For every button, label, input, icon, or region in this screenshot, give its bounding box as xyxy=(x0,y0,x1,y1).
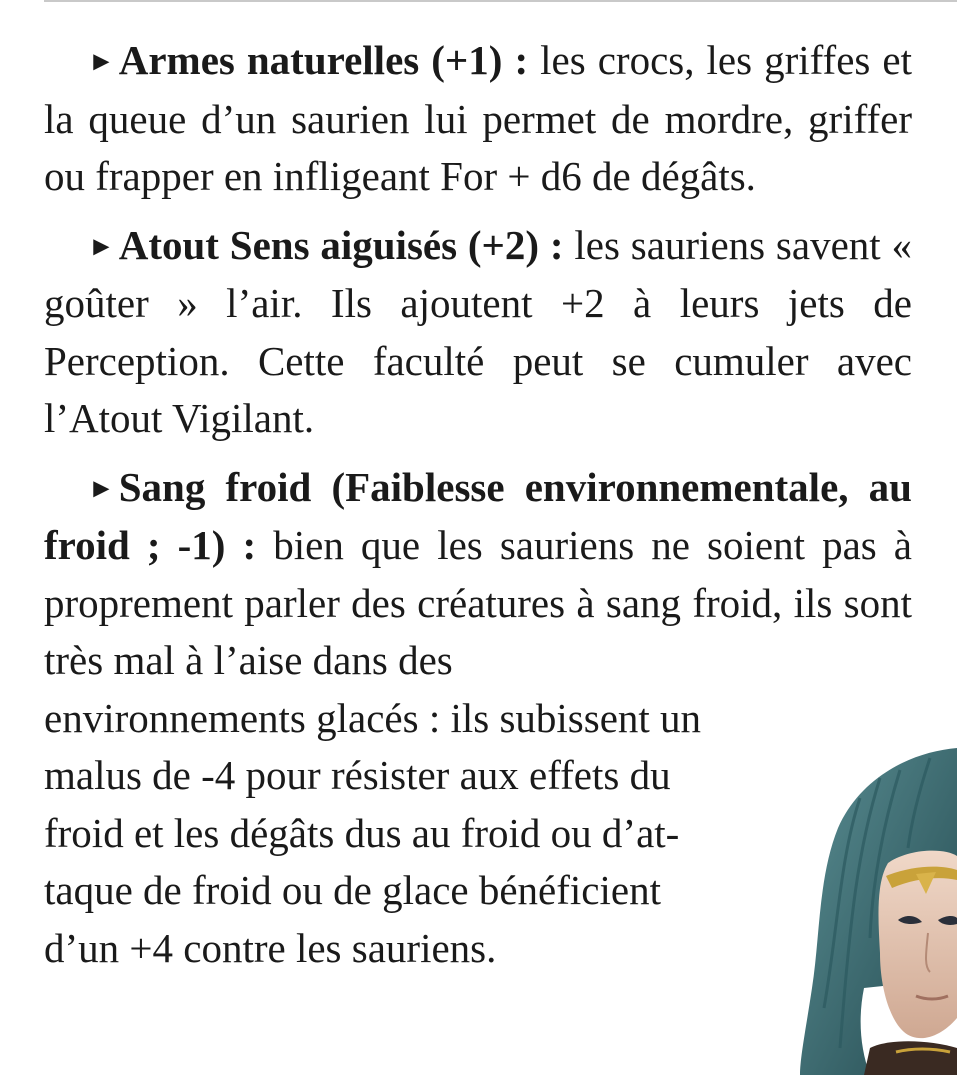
trait-description: les sauriens savent « goûter » l’air. Ils ajoutent +2 à leurs jets de Perception. Cette faculté peut se cumuler avec l’Atout Vigilant. xyxy=(44,221,912,441)
saurian-portrait-icon xyxy=(800,748,957,1075)
trait-title: Atout Sens aiguisés (+2) : xyxy=(118,221,564,268)
trait-title: Sang froid (Faiblesse environnementale, au froid ; -1) : xyxy=(44,463,912,568)
trait-description: bien que les sauriens ne soient pas à proprement parler des créatures à sang froid, ils sont très mal à l’aise dans des xyxy=(44,522,912,683)
bullet-arrow-icon: ► xyxy=(88,472,115,503)
text-line: froid et les dégâts dus au froid ou d’at- xyxy=(44,809,680,856)
text-line: taque de froid ou de glace bénéficient xyxy=(44,867,661,913)
text-line: environnements glacés : ils subissent un xyxy=(44,694,702,741)
trait-title: Armes naturelles (+1) : xyxy=(118,37,529,83)
text-line: malus de -4 pour résister aux effets du xyxy=(44,752,671,798)
paragraph-natural-weapons xyxy=(44,32,912,206)
paragraph-cold-blooded xyxy=(44,459,912,978)
rules-text-column xyxy=(44,32,912,988)
trait-description: les crocs, les griffes et la queue d’un saurien lui permet de mordre, griffer ou frapper en infligeant For + d6 de dégâts. xyxy=(44,37,912,199)
text-line: d’un +4 contre les sauriens. xyxy=(44,924,497,971)
bullet-arrow-icon: ► xyxy=(88,230,115,261)
paragraph-keen-senses xyxy=(44,217,912,448)
bullet-arrow-icon: ► xyxy=(88,46,115,76)
top-divider xyxy=(44,0,957,2)
